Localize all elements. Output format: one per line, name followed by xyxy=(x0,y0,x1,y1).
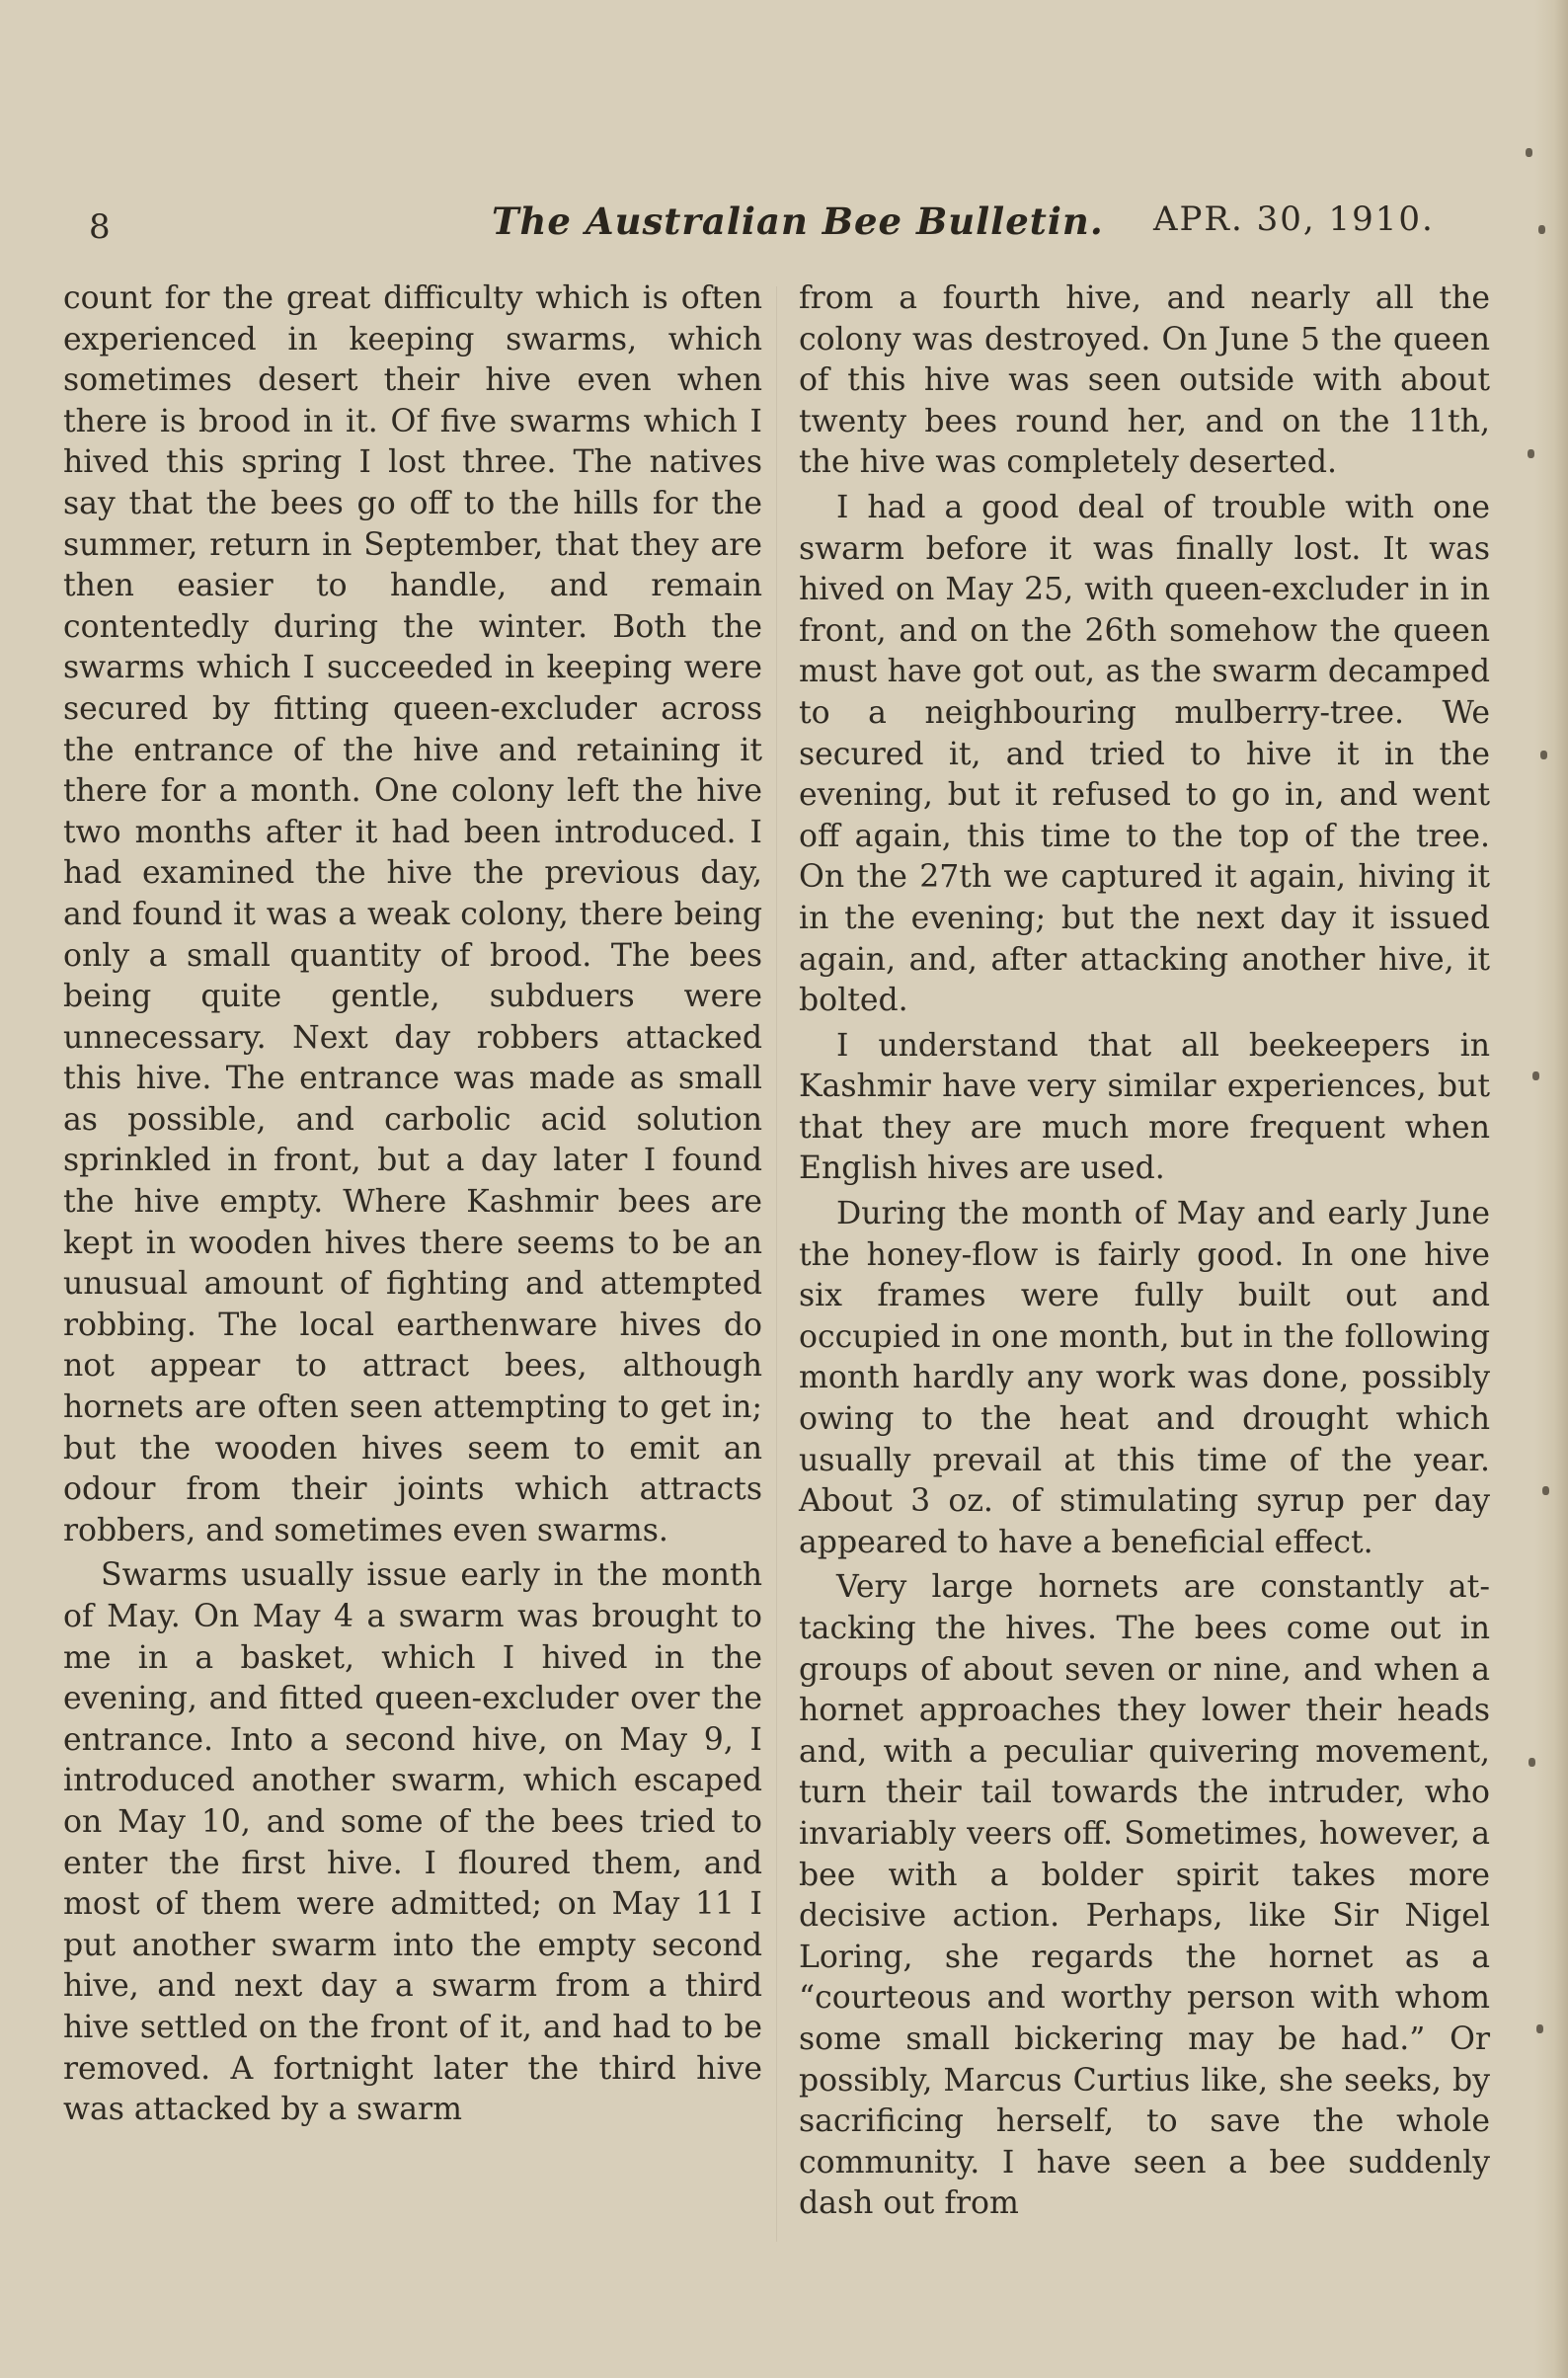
paragraph: Swarms usually issue early in the month of May. On May 4 a swarm was brought to me in a basket, which I hived in the evening, and fitted queen-excluder over the entrance. Into a second hive, on May 9, I introduced another swarm, which escaped on May 10, and some of the bees tried to enter the first hive. I floured them, and most of them were admitted; on May 11 I put another swarm into the empty second hive, and next day a swarm from a third hive settled on the front of it, and had to be removed. A fortnight later the third hive was attacked by a swarm xyxy=(63,1557,762,2128)
paper-speck xyxy=(1528,449,1534,458)
paper-speck xyxy=(1529,1758,1535,1767)
journal-title: The Australian Bee Bulletin. xyxy=(492,199,1104,243)
paper-speck xyxy=(1538,225,1545,234)
paragraph: Very large hornets are constantly attacking the hives. The bees come out in groups of about seven or nine, and when a hornet approaches they lower their heads and, with a peculiar quivering movement, turn their tail towards the intruder, who invariably veers off. Sometimes, however, a bee with a bolder spirit takes more decisive action. Perhaps, like Sir Nigel Loring, she regards the hornet as a “courteous and worthy person with whom some small bickering may be had.” Or possibly, Marcus Curtius like, she seeks, by sacrificing herself, to save the whole community. I have seen a bee suddenly dash out from xyxy=(799,1569,1490,2222)
issue-date: APR. 30, 1910. xyxy=(1153,199,1435,239)
paper-speck xyxy=(1526,148,1532,157)
paper-speck xyxy=(1540,751,1547,759)
page-number: 8 xyxy=(89,207,111,247)
paragraph: I understand that all beekeepers in Kashmir have very similar experiences, but that they are much more frequent when English hives are used. xyxy=(799,1027,1490,1187)
left-column xyxy=(63,278,762,2131)
paragraph: I had a good deal of trouble with one swarm before it was finally lost. It was hived on May 25, with queen-excluder in in front, and on the 26th somehow the queen must have got out, as the swarm decamped to a neighbouring mulberry-tree. We secured it, and tried to hive it in the evening, but it refused to go in, and went off again, this time to the top of the tree. On the 27th we captured it again, hiving it in the evening; but the next day it issued again, and, after attacking another hive, it bolted. xyxy=(799,489,1490,1019)
paper-speck xyxy=(1532,1071,1539,1080)
paragraph: count for the great difficulty which is often experienced in keeping swarms, which sometimes desert their hive even when there is brood in it. Of five swarms which I hived this spring I lost three. The natives say that the bees go off to the hills for the summer, return in September, that they are then easier to handle, and remain contentedly during the winter. Both the swarms which I succeeded in keeping were secured by fitting queen-excluder across the entrance of the hive and retaining it there for a month. One colony left the hive two months after it had been introduced. I had examined the hive the previous day, and found it was a weak colony, there being only a small quantity of brood. The bees being quite gentle, subduers were unnecessary. Next day robbers attacked this hive. The entrance was made as small as possible, and carbolic acid solution sprinkled in front, but a day later I found the hive empty. Where Kashmir bees are kept in wooden hives there seems to be an unusual amount of fighting and attempted robbing. The local earthenware hives do not appear to attract bees, although hornets are often seen attempting to get in; but the wooden hives seem to emit an odour from their joints which attracts robbers, and sometimes even swarms. xyxy=(63,280,762,1548)
page-edge xyxy=(1534,0,1568,2378)
paragraph: During the month of May and early June the honey-flow is fairly good. In one hive six frames were fully built out and occupied in one month, but in the following month hardly any work was done, possibly owing to the heat and drought which usually prevail at this time of the year. About 3 oz. of stimulating syrup per day appeared to have a beneficial effect. xyxy=(799,1196,1490,1560)
paragraph: from a fourth hive, and nearly all the colony was destroyed. On June 5 the queen of this hive was seen outside with about twenty bees round her, and on the 11th, the hive was completely deserted. xyxy=(799,280,1490,481)
page-header xyxy=(89,194,1461,247)
paper-speck xyxy=(1542,1486,1549,1495)
paper-speck xyxy=(1536,2024,1543,2033)
right-column xyxy=(799,278,1490,2225)
column-gutter xyxy=(776,286,777,2242)
